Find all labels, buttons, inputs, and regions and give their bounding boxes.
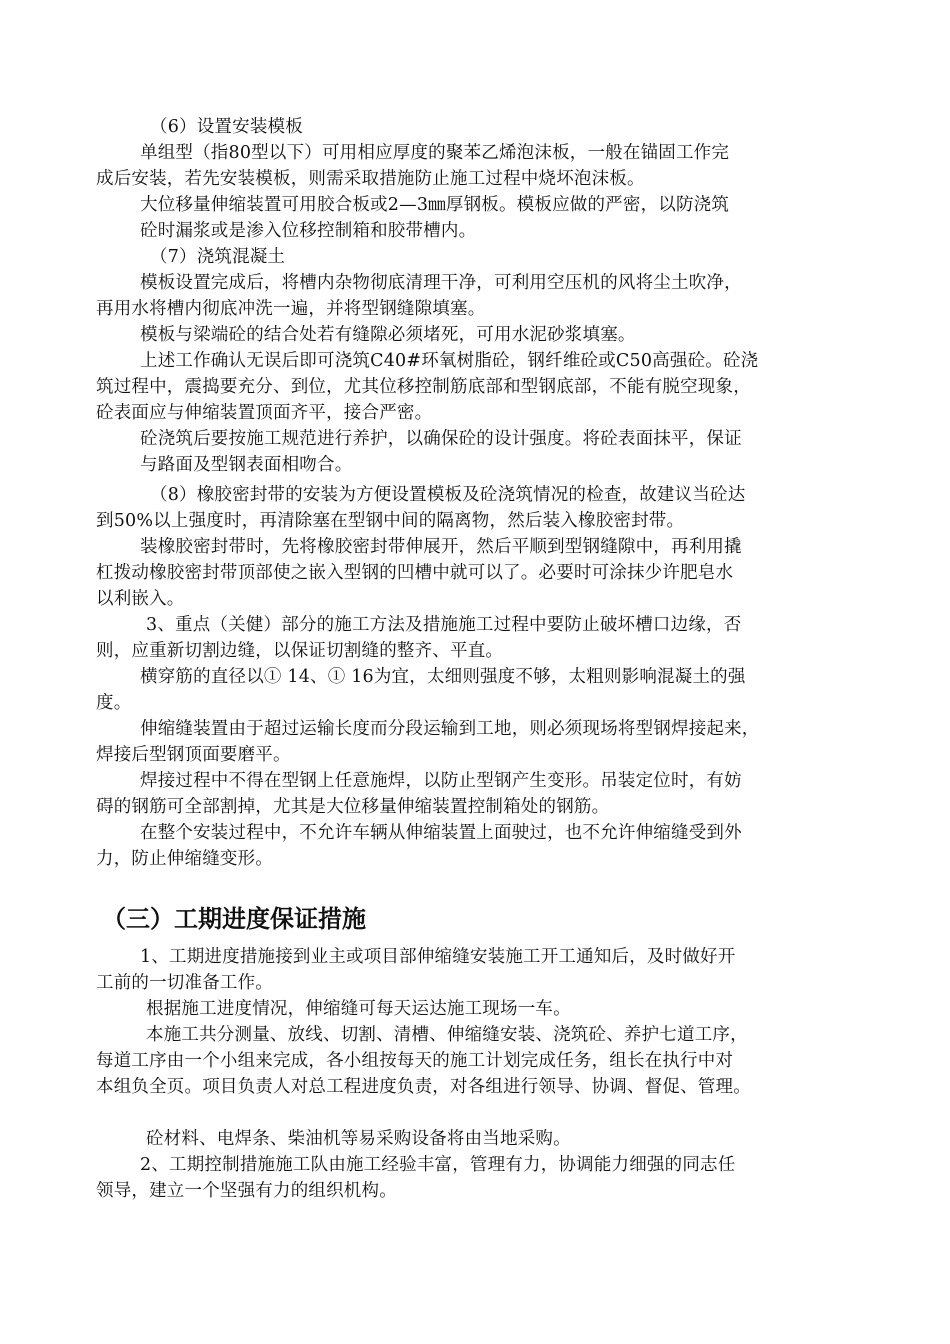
paragraph-line: 2、工期控制措施施工队由施工经验丰富，管理有力，协调能力细强的同志任 [140, 1155, 736, 1175]
paragraph-line: 则，应重新切割边缝，以保证切割缝的整齐、平直。 [96, 641, 504, 661]
paragraph-line: 砼材料、电焊条、柴油机等易采购设备将由当地采购。 [146, 1129, 571, 1149]
paragraph-line: 模板设置完成后，将槽内杂物彻底清理干净，可利用空压机的风将尘土吹净， [140, 273, 742, 293]
paragraph-line: 砼浇筑后要按施工规范进行养护，以确保砼的设计强度。将砼表面抹平，保证 [140, 429, 742, 449]
paragraph-line: 大位移量伸缩装置可用胶合板或2—3㎜厚钢板。模板应做的严密，以防浇筑 [140, 195, 730, 215]
subheading-6: （6）设置安装模板 [150, 117, 303, 137]
paragraph-line: 到50%以上强度时，再清除塞在型钢中间的隔离物，然后装入橡胶密封带。 [96, 511, 685, 531]
paragraph-line: 伸缩缝装置由于超过运输长度而分段运输到工地，则必须现场将型钢焊接起来， [140, 719, 760, 739]
subheading-7: （7）浇筑混凝土 [150, 247, 286, 267]
subheading-8: （8）橡胶密封带的安装为方便设置模板及砼浇筑情况的检查，故建议当砼达 [150, 485, 746, 505]
paragraph-line: 再用水将槽内彻底冲洗一遍，并将型钢缝隙填塞。 [96, 299, 486, 319]
paragraph-line: 焊接过程中不得在型钢上任意施焊，以防止型钢产生变形。吊装定位时，有妨 [140, 771, 742, 791]
paragraph-line: 工前的一切准备工作。 [96, 973, 273, 993]
paragraph-line: 本组负全页。项目负责人对总工程进度负责，对各组进行领导、协调、督促、管理。 [96, 1077, 751, 1097]
paragraph-line: 以利嵌入。 [96, 589, 185, 609]
paragraph-line: 领导，建立一个坚强有力的组织机构。 [96, 1181, 397, 1201]
paragraph-line: 本施工共分测量、放线、切割、清槽、伸缩缝安装、浇筑砼、养护七道工序， [146, 1025, 748, 1045]
paragraph-line: 度。 [96, 693, 132, 713]
paragraph-line: 与路面及型钢表面相吻合。 [140, 455, 353, 475]
paragraph-line: 碍的钢筋可全部割掉，尤其是大位移量伸缩装置控制箱处的钢筋。 [96, 797, 610, 817]
paragraph-line: 力，防止伸缩缝变形。 [96, 849, 273, 869]
paragraph-line: 成后安装，若先安装模板，则需采取措施防止施工过程中烧坏泡沫板。 [96, 169, 645, 189]
paragraph-line: 单组型（指80型以下）可用相应厚度的聚苯乙烯泡沫板，一般在锚固工作完 [140, 143, 730, 163]
paragraph-line: 杠拨动橡胶密封带顶部使之嵌入型钢的凹槽中就可以了。必要时可涂抹少许肥皂水 [96, 563, 734, 583]
paragraph-line: 在整个安装过程中，不允许车辆从伸缩装置上面驶过，也不允许伸缩缝受到外 [140, 823, 742, 843]
paragraph-line: 焊接后型钢顶面要磨平。 [96, 745, 291, 765]
paragraph-line: 横穿筋的直径以① 14、① 16为宜，太细则强度不够，太粗则影响混凝土的强 [140, 667, 746, 687]
paragraph-line: 根据施工进度情况，伸缩缝可每天运达施工现场一车。 [146, 999, 571, 1019]
paragraph-line: 模板与梁端砼的结合处若有缝隙必须堵死，可用水泥砂浆填塞。 [140, 325, 636, 345]
paragraph-line: 3、重点（关健）部分的施工方法及措施施工过程中要防止破坏槽口边缘，否 [146, 615, 742, 635]
paragraph-line: 砼表面应与伸缩装置顶面齐平，接合严密。 [96, 403, 433, 423]
paragraph-line: 筑过程中，震捣要充分、到位，尤其位移控制筋底部和型钢底部，不能有脱空现象， [96, 377, 751, 397]
paragraph-line: 1、工期进度措施接到业主或项目部伸缩缝安装施工开工通知后，及时做好开 [140, 947, 736, 967]
paragraph-line: 每道工序由一个小组来完成，各小组按每天的施工计划完成任务，组长在执行中对 [96, 1051, 734, 1071]
paragraph-line: 装橡胶密封带时，先将橡胶密封带伸展开，然后平顺到型钢缝隙中，再利用撬 [140, 537, 742, 557]
paragraph-line: 砼时漏浆或是渗入位移控制箱和胶带槽内。 [140, 221, 477, 241]
paragraph-line: 上述工作确认无误后即可浇筑C40#环氧树脂砼，钢纤维砼或C50高强砼。砼浇 [140, 351, 759, 371]
section-heading: （三）工期进度保证措施 [102, 905, 366, 933]
